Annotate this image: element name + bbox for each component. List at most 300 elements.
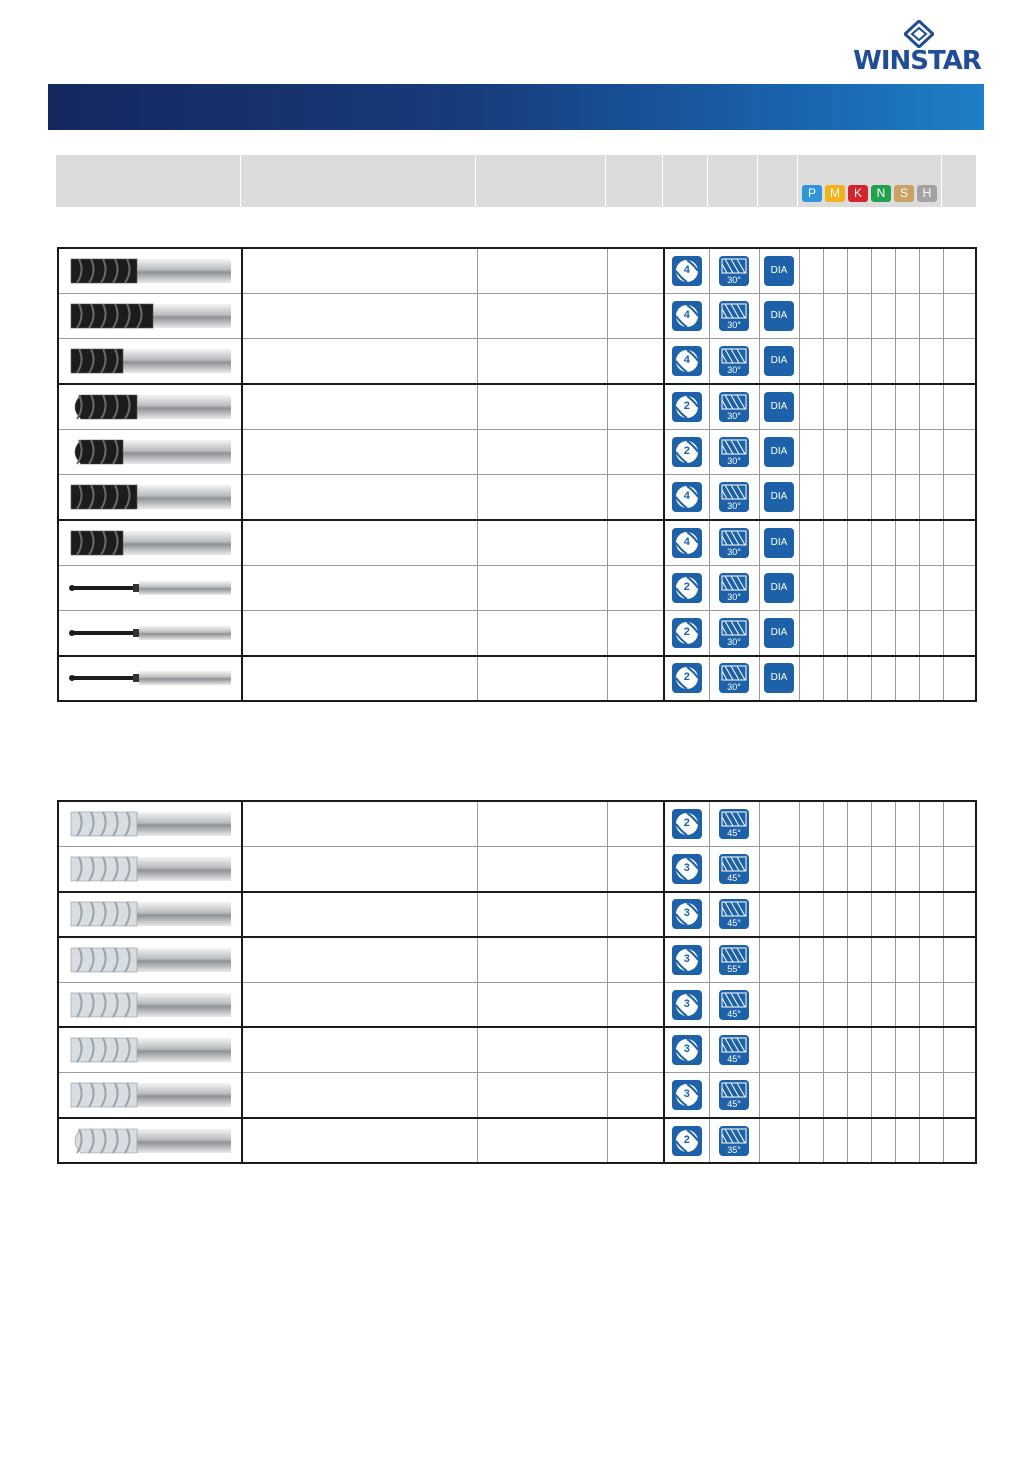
material-cell (799, 339, 823, 384)
helix-cell (709, 474, 759, 519)
flute-count-icon: 2 (672, 809, 702, 839)
material-cell (871, 937, 895, 982)
material-cell (823, 610, 847, 655)
material-cell (871, 1073, 895, 1118)
material-cell (799, 801, 823, 846)
material-cell (799, 474, 823, 519)
tool-image-cell (58, 384, 242, 429)
material-cell (919, 846, 943, 891)
material-cell (895, 429, 919, 474)
flute-cell (664, 801, 709, 846)
material-badge-n: N (871, 185, 891, 202)
header-flute-col (663, 155, 708, 207)
material-cell (919, 610, 943, 655)
material-cell (895, 656, 919, 701)
size-cell (607, 429, 664, 474)
tool-image-cell (58, 982, 242, 1027)
coating-cell (759, 293, 799, 338)
size-cell (607, 656, 664, 701)
material-cell (943, 520, 976, 565)
code-cell (242, 1118, 477, 1163)
size-cell (607, 565, 664, 610)
desc-cell (477, 565, 607, 610)
table-row (58, 1073, 976, 1118)
material-cell (823, 982, 847, 1027)
desc-cell (477, 846, 607, 891)
material-cell (895, 1027, 919, 1072)
flute-cell (664, 656, 709, 701)
flute-count-icon: 3 (672, 854, 702, 884)
desc-cell (477, 801, 607, 846)
material-cell (895, 293, 919, 338)
table-row (58, 565, 976, 610)
material-cell (847, 846, 871, 891)
size-cell (607, 1118, 664, 1163)
dia-coating-icon: DIA (764, 482, 794, 512)
flute-count-icon: 2 (672, 663, 702, 693)
size-cell (607, 982, 664, 1027)
size-cell (607, 520, 664, 565)
tool-image-cell (58, 520, 242, 565)
material-cell (799, 520, 823, 565)
material-cell (919, 1073, 943, 1118)
helix-angle-icon: 30° (719, 346, 749, 376)
material-cell (895, 248, 919, 293)
header-image-col (56, 155, 241, 207)
table-row (58, 1118, 976, 1163)
material-badge-s: S (894, 185, 914, 202)
coating-cell (759, 1027, 799, 1072)
flute-cell (664, 1118, 709, 1163)
size-cell (607, 339, 664, 384)
dia-coating-icon: DIA (764, 573, 794, 603)
table-row (58, 892, 976, 937)
table-row (58, 520, 976, 565)
flute-count-icon: 4 (672, 528, 702, 558)
helix-cell (709, 892, 759, 937)
material-cell (871, 520, 895, 565)
material-badge-m: M (825, 185, 845, 202)
header-size-col (606, 155, 663, 207)
material-badge-h: H (917, 185, 937, 202)
tool-image-cell (58, 801, 242, 846)
code-cell (242, 565, 477, 610)
helix-angle-icon: 55° (719, 945, 749, 975)
material-cell (799, 610, 823, 655)
material-cell (799, 937, 823, 982)
helix-cell (709, 384, 759, 429)
material-cell (943, 339, 976, 384)
material-cell (943, 1073, 976, 1118)
helix-cell (709, 846, 759, 891)
material-cell (823, 846, 847, 891)
material-cell (847, 801, 871, 846)
material-cell (919, 293, 943, 338)
material-cell (847, 892, 871, 937)
logo-emblem-icon (904, 20, 934, 48)
tool-image-cell (58, 248, 242, 293)
size-cell (607, 937, 664, 982)
size-cell (607, 1027, 664, 1072)
material-cell (919, 1027, 943, 1072)
helix-angle-icon: 30° (719, 528, 749, 558)
material-cell (943, 801, 976, 846)
size-cell (607, 474, 664, 519)
material-cell (823, 429, 847, 474)
helix-cell (709, 1118, 759, 1163)
header-desc-col (476, 155, 606, 207)
helix-cell (709, 293, 759, 338)
material-cell (871, 610, 895, 655)
code-cell (242, 801, 477, 846)
table-row (58, 610, 976, 655)
material-cell (919, 656, 943, 701)
material-cell (823, 801, 847, 846)
flute-cell (664, 846, 709, 891)
desc-cell (477, 248, 607, 293)
helix-angle-icon: 45° (719, 809, 749, 839)
material-cell (847, 1073, 871, 1118)
material-cell (847, 565, 871, 610)
material-cell (847, 248, 871, 293)
size-cell (607, 384, 664, 429)
tool-image-cell (58, 429, 242, 474)
material-cell (919, 520, 943, 565)
coating-cell (759, 846, 799, 891)
size-cell (607, 801, 664, 846)
material-cell (823, 565, 847, 610)
material-cell (847, 339, 871, 384)
flute-count-icon: 2 (672, 437, 702, 467)
coating-cell (759, 384, 799, 429)
material-cell (919, 339, 943, 384)
material-cell (847, 610, 871, 655)
dia-coated-table (57, 247, 977, 702)
material-cell (895, 384, 919, 429)
coating-cell (759, 892, 799, 937)
material-cell (943, 248, 976, 293)
flute-cell (664, 1027, 709, 1072)
material-badge-p: P (802, 185, 822, 202)
material-cell (799, 384, 823, 429)
material-cell (919, 982, 943, 1027)
code-cell (242, 846, 477, 891)
material-cell (823, 339, 847, 384)
material-cell (823, 1027, 847, 1072)
code-cell (242, 892, 477, 937)
size-cell (607, 1073, 664, 1118)
size-cell (607, 248, 664, 293)
helix-angle-icon: 45° (719, 1080, 749, 1110)
code-cell (242, 610, 477, 655)
title-banner (48, 84, 984, 130)
material-cell (871, 293, 895, 338)
coating-cell (759, 339, 799, 384)
material-cell (823, 892, 847, 937)
material-cell (871, 846, 895, 891)
code-cell (242, 384, 477, 429)
flute-count-icon: 2 (672, 573, 702, 603)
flute-cell (664, 384, 709, 429)
size-cell (607, 892, 664, 937)
desc-cell (477, 892, 607, 937)
material-cell (823, 293, 847, 338)
desc-cell (477, 937, 607, 982)
header-code-col (241, 155, 476, 207)
material-badge-k: K (848, 185, 868, 202)
table-row (58, 293, 976, 338)
helix-angle-icon: 30° (719, 392, 749, 422)
table-row (58, 937, 976, 982)
material-cell (871, 1118, 895, 1163)
material-cell (919, 937, 943, 982)
aluminium-table (57, 800, 977, 1164)
helix-angle-icon: 35° (719, 1126, 749, 1156)
helix-cell (709, 1073, 759, 1118)
material-cell (871, 982, 895, 1027)
helix-angle-icon: 30° (719, 663, 749, 693)
table-row (58, 339, 976, 384)
material-cell (847, 429, 871, 474)
material-cell (823, 474, 847, 519)
helix-cell (709, 801, 759, 846)
tool-image-cell (58, 565, 242, 610)
material-cell (895, 982, 919, 1027)
material-cell (919, 565, 943, 610)
tool-image-cell (58, 339, 242, 384)
helix-cell (709, 937, 759, 982)
helix-angle-icon: 45° (719, 854, 749, 884)
material-cell (895, 565, 919, 610)
material-cell (847, 1118, 871, 1163)
code-cell (242, 656, 477, 701)
coating-cell (759, 1073, 799, 1118)
material-cell (919, 384, 943, 429)
table-row (58, 801, 976, 846)
coating-cell (759, 248, 799, 293)
material-cell (799, 1027, 823, 1072)
code-cell (242, 429, 477, 474)
flute-count-icon: 3 (672, 899, 702, 929)
flute-count-icon: 3 (672, 1035, 702, 1065)
material-badges (802, 185, 937, 202)
size-cell (607, 293, 664, 338)
coating-cell (759, 565, 799, 610)
flute-count-icon: 2 (672, 392, 702, 422)
material-cell (871, 339, 895, 384)
material-cell (943, 474, 976, 519)
material-cell (919, 474, 943, 519)
dia-coating-icon: DIA (764, 346, 794, 376)
desc-cell (477, 339, 607, 384)
material-cell (823, 1118, 847, 1163)
code-cell (242, 248, 477, 293)
winstar-logo (846, 20, 988, 76)
table-row (58, 429, 976, 474)
table-row (58, 846, 976, 891)
tool-image-cell (58, 846, 242, 891)
material-cell (919, 801, 943, 846)
helix-cell (709, 610, 759, 655)
dia-coating-icon: DIA (764, 618, 794, 648)
helix-angle-icon: 45° (719, 1035, 749, 1065)
material-cell (799, 982, 823, 1027)
helix-angle-icon: 30° (719, 573, 749, 603)
code-cell (242, 937, 477, 982)
material-cell (847, 1027, 871, 1072)
header-last-col (942, 155, 976, 207)
flute-cell (664, 520, 709, 565)
coating-cell (759, 610, 799, 655)
code-cell (242, 1073, 477, 1118)
material-cell (895, 474, 919, 519)
material-cell (895, 339, 919, 384)
tool-image-cell (58, 937, 242, 982)
material-cell (895, 520, 919, 565)
helix-cell (709, 656, 759, 701)
material-cell (919, 892, 943, 937)
material-cell (799, 565, 823, 610)
coating-cell (759, 1118, 799, 1163)
desc-cell (477, 520, 607, 565)
material-cell (847, 474, 871, 519)
coating-cell (759, 937, 799, 982)
dia-coating-icon: DIA (764, 392, 794, 422)
coating-cell (759, 656, 799, 701)
flute-count-icon: 4 (672, 301, 702, 331)
material-cell (847, 937, 871, 982)
brand-name: WINSTAR (853, 46, 981, 76)
helix-angle-icon: 30° (719, 437, 749, 467)
desc-cell (477, 1118, 607, 1163)
material-cell (823, 656, 847, 701)
dia-coating-icon: DIA (764, 663, 794, 693)
material-cell (919, 248, 943, 293)
material-cell (943, 937, 976, 982)
material-cell (871, 801, 895, 846)
helix-angle-icon: 45° (719, 899, 749, 929)
coating-cell (759, 520, 799, 565)
material-cell (823, 937, 847, 982)
material-cell (943, 656, 976, 701)
material-cell (823, 384, 847, 429)
material-cell (871, 1027, 895, 1072)
code-cell (242, 339, 477, 384)
table-row (58, 656, 976, 701)
flute-cell (664, 937, 709, 982)
size-cell (607, 610, 664, 655)
material-cell (919, 1118, 943, 1163)
flute-cell (664, 293, 709, 338)
desc-cell (477, 610, 607, 655)
material-cell (799, 1118, 823, 1163)
material-cell (943, 293, 976, 338)
material-cell (943, 565, 976, 610)
material-cell (943, 892, 976, 937)
coating-cell (759, 801, 799, 846)
tool-image-cell (58, 610, 242, 655)
coating-cell (759, 474, 799, 519)
code-cell (242, 293, 477, 338)
material-cell (847, 656, 871, 701)
flute-count-icon: 4 (672, 256, 702, 286)
material-cell (823, 520, 847, 565)
helix-cell (709, 982, 759, 1027)
code-cell (242, 1027, 477, 1072)
coating-cell (759, 429, 799, 474)
tool-image-cell (58, 656, 242, 701)
material-cell (919, 429, 943, 474)
dia-coating-icon: DIA (764, 528, 794, 558)
material-cell (799, 248, 823, 293)
header-coating-col (758, 155, 798, 207)
flute-cell (664, 339, 709, 384)
helix-cell (709, 429, 759, 474)
code-cell (242, 982, 477, 1027)
material-cell (943, 610, 976, 655)
helix-cell (709, 520, 759, 565)
table-row (58, 384, 976, 429)
flute-count-icon: 2 (672, 618, 702, 648)
material-cell (799, 846, 823, 891)
flute-cell (664, 892, 709, 937)
tool-image-cell (58, 1027, 242, 1072)
helix-cell (709, 565, 759, 610)
helix-cell (709, 248, 759, 293)
material-cell (871, 892, 895, 937)
flute-count-icon: 2 (672, 1126, 702, 1156)
flute-count-icon: 4 (672, 346, 702, 376)
table-row (58, 474, 976, 519)
material-cell (799, 1073, 823, 1118)
material-cell (847, 293, 871, 338)
helix-cell (709, 1027, 759, 1072)
tool-image-cell (58, 1118, 242, 1163)
tool-image-cell (58, 293, 242, 338)
material-cell (871, 656, 895, 701)
flute-count-icon: 4 (672, 482, 702, 512)
helix-angle-icon: 30° (719, 618, 749, 648)
desc-cell (477, 1027, 607, 1072)
header-helix-col (708, 155, 758, 207)
material-cell (943, 982, 976, 1027)
flute-count-icon: 3 (672, 1080, 702, 1110)
coating-cell (759, 982, 799, 1027)
desc-cell (477, 429, 607, 474)
material-cell (943, 846, 976, 891)
table-row (58, 1027, 976, 1072)
material-cell (799, 892, 823, 937)
flute-cell (664, 248, 709, 293)
material-cell (847, 982, 871, 1027)
material-cell (895, 1073, 919, 1118)
material-cell (871, 565, 895, 610)
tool-image-cell (58, 474, 242, 519)
dia-coating-icon: DIA (764, 301, 794, 331)
material-cell (895, 937, 919, 982)
material-cell (799, 429, 823, 474)
desc-cell (477, 384, 607, 429)
material-cell (895, 610, 919, 655)
dia-coating-icon: DIA (764, 256, 794, 286)
material-cell (823, 1073, 847, 1118)
desc-cell (477, 656, 607, 701)
material-cell (871, 429, 895, 474)
flute-cell (664, 474, 709, 519)
flute-cell (664, 565, 709, 610)
desc-cell (477, 293, 607, 338)
tool-image-cell (58, 892, 242, 937)
